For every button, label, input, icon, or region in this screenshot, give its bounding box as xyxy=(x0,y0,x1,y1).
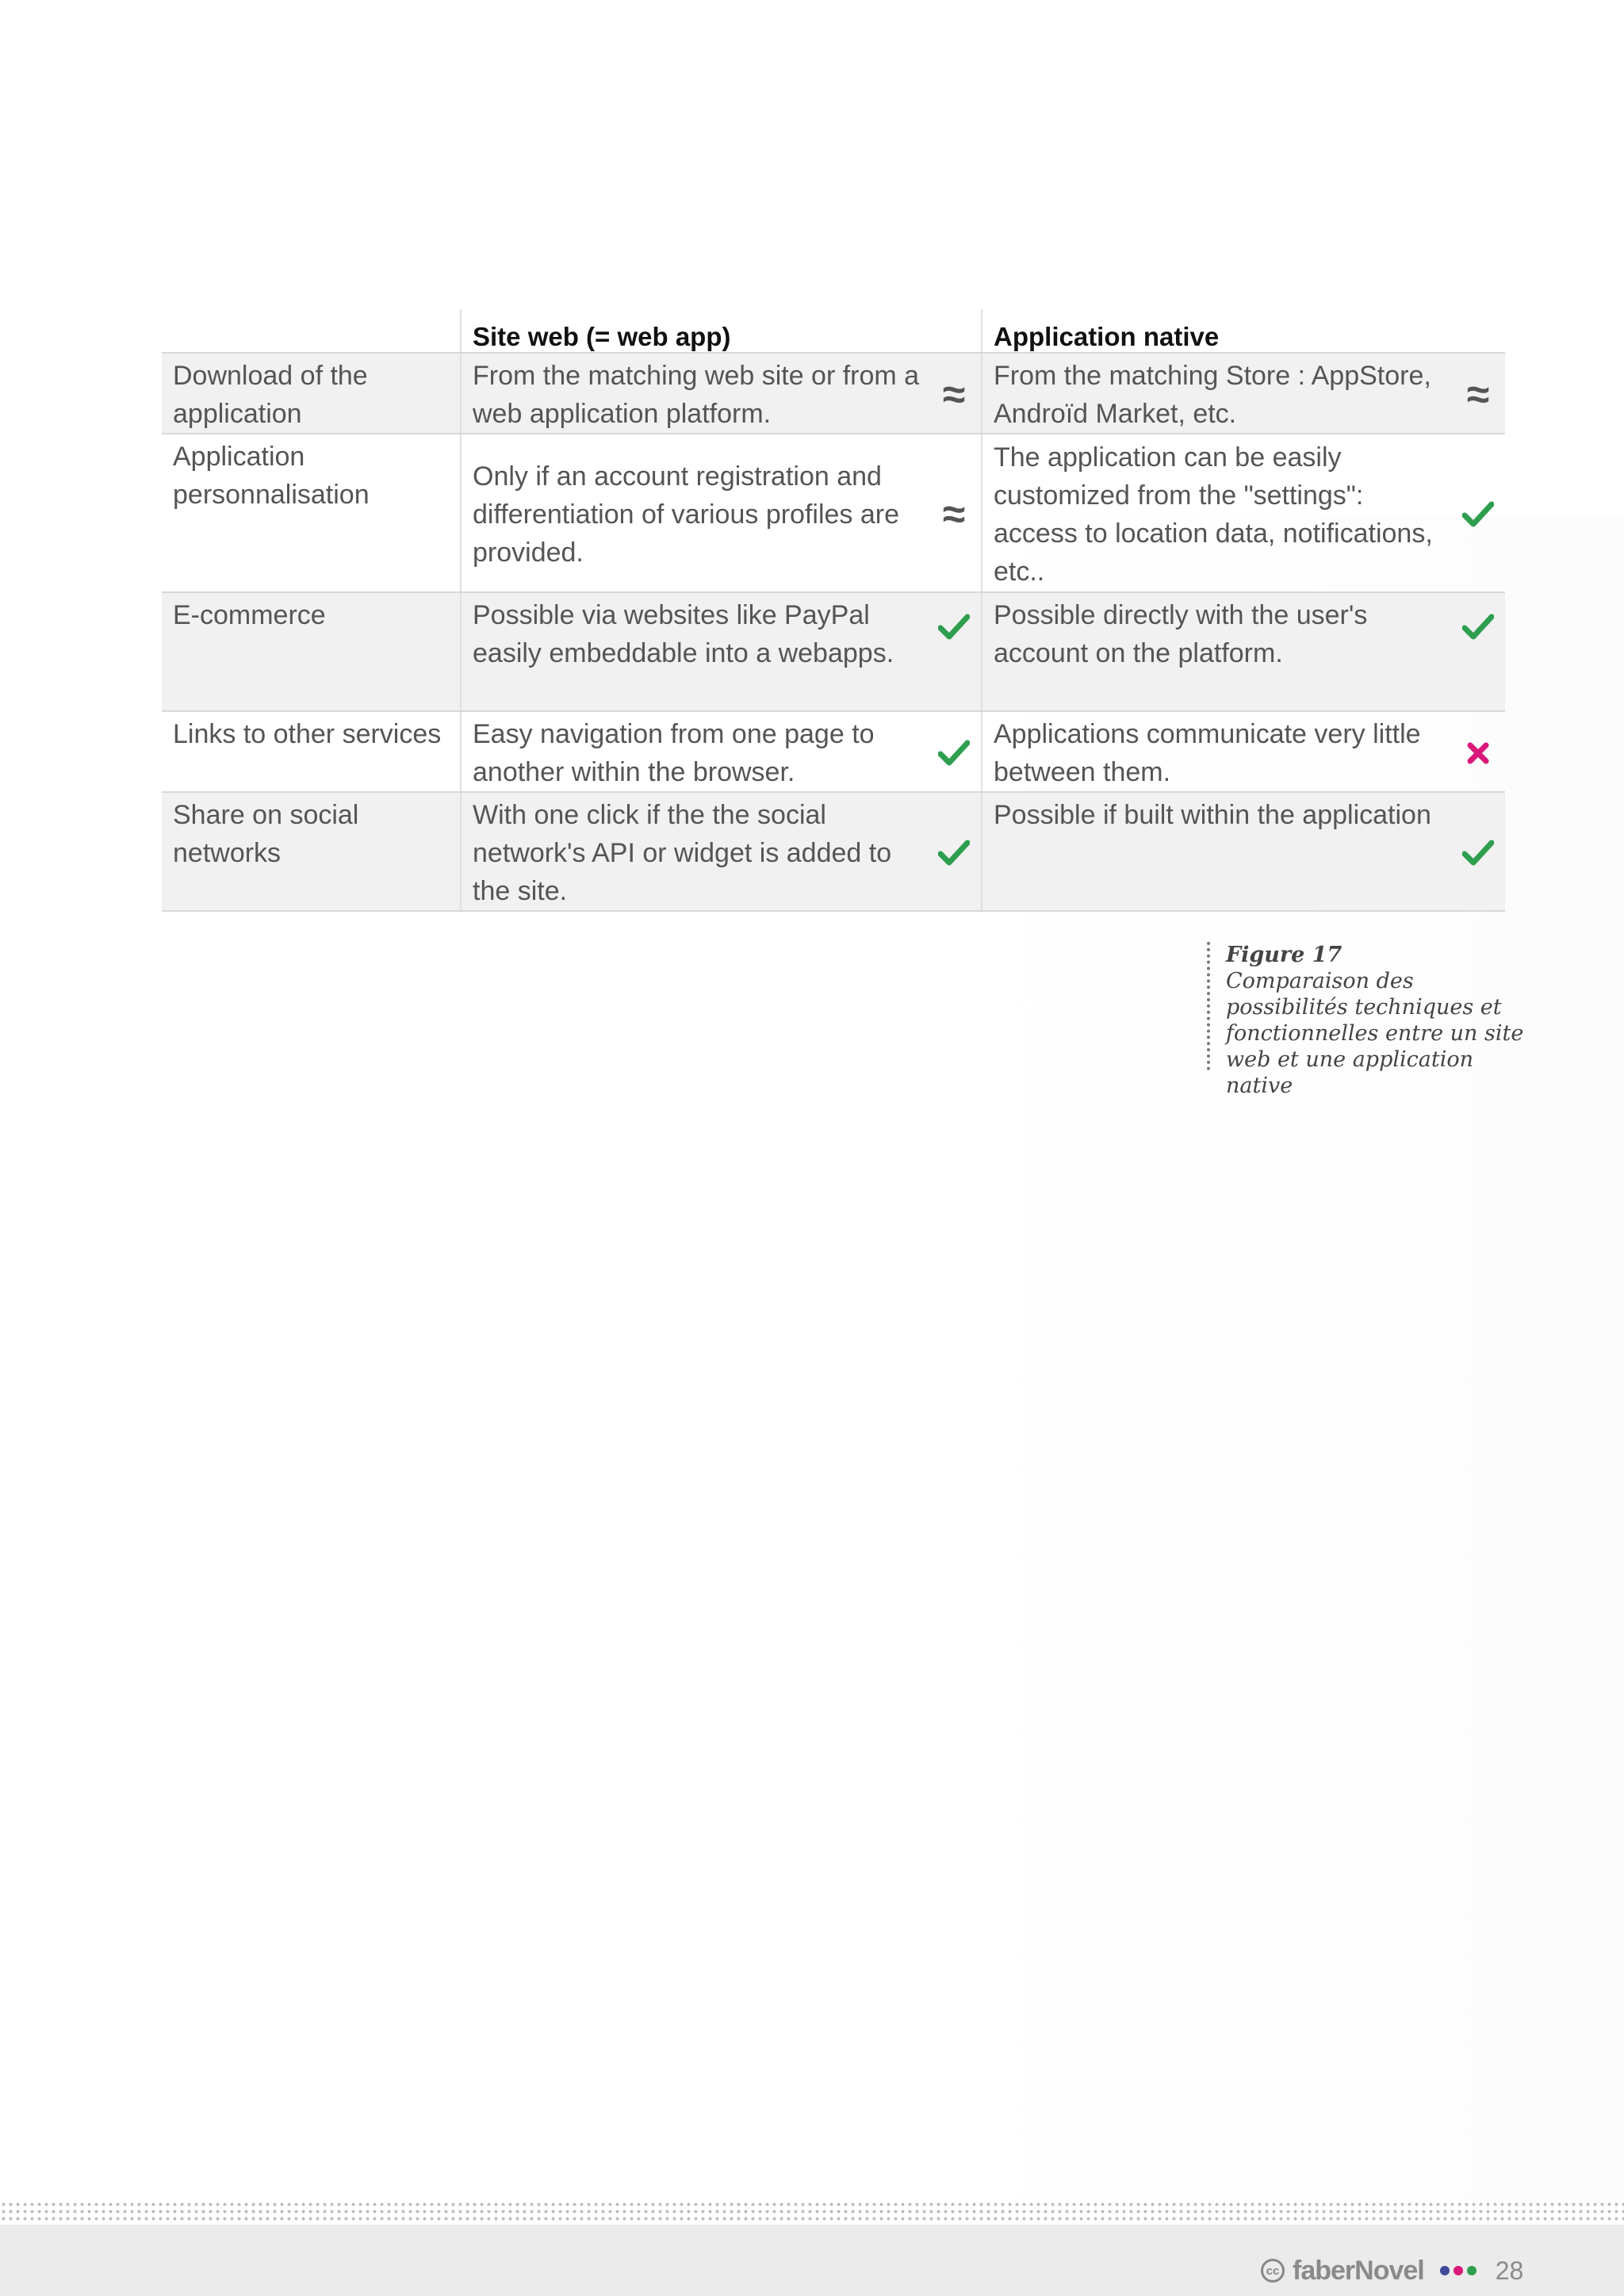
table-row xyxy=(162,592,1505,711)
native-cell xyxy=(982,592,1505,711)
check-icon xyxy=(1462,614,1494,641)
web-text: With one click if the the social network's API or widget is added to the site. xyxy=(473,800,892,906)
native-cell xyxy=(982,353,1505,434)
table-row xyxy=(162,434,1505,592)
native-text: The application can be easily customized from the "settings": access to location data, notifications, etc.. xyxy=(994,442,1433,587)
native-cell xyxy=(982,792,1505,911)
check-icon xyxy=(938,840,970,867)
feature-cell: Share on social networks xyxy=(162,792,461,911)
native-cell xyxy=(982,711,1505,792)
creative-commons-icon: cc xyxy=(1261,2259,1285,2283)
figure-caption xyxy=(1207,942,1527,1098)
web-cell xyxy=(461,353,982,434)
table-header-row xyxy=(162,309,1505,353)
web-text: Only if an account registration and differentiation of various profiles are provided. xyxy=(473,461,900,568)
header-empty xyxy=(162,309,461,353)
native-cell xyxy=(982,434,1505,592)
feature-cell: Application personnalisation xyxy=(162,434,461,592)
web-text: From the matching web site or from a web application platform. xyxy=(473,361,920,429)
footer-brand xyxy=(1261,2253,1523,2288)
header-web: Site web (= web app) xyxy=(461,309,982,353)
web-cell xyxy=(461,592,982,711)
web-cell xyxy=(461,711,982,792)
check-icon xyxy=(1462,501,1494,528)
brand-dot-blue xyxy=(1440,2266,1450,2275)
brand-logo: faberNovel xyxy=(1293,2255,1424,2286)
web-text: Possible via websites like PayPal easily embeddable into a webapps. xyxy=(473,600,894,668)
web-cell xyxy=(461,792,982,911)
table-row xyxy=(162,353,1505,434)
web-cell xyxy=(461,434,982,592)
approx-icon: ≈ xyxy=(942,372,966,418)
web-text: Easy navigation from one page to another within the browser. xyxy=(473,719,875,787)
figure-number: Figure 17 xyxy=(1226,943,1342,967)
table-row xyxy=(162,792,1505,911)
brand-dots xyxy=(1440,2266,1477,2275)
header-native: Application native xyxy=(982,309,1505,353)
feature-cell: E-commerce xyxy=(162,592,461,711)
figure-caption-text: Comparaison des possibilités techniques et fonctionnelles entre un site web et une application native xyxy=(1226,969,1524,1098)
native-text: Applications communicate very little between them. xyxy=(994,719,1421,787)
native-text: Possible directly with the user's account on the platform. xyxy=(994,600,1368,668)
native-text: From the matching Store : AppStore, Androïd Market, etc. xyxy=(994,361,1431,429)
check-icon xyxy=(1462,840,1494,867)
brand-dot-magenta xyxy=(1454,2266,1463,2275)
footer-dotted-band xyxy=(0,2201,1624,2223)
cross-icon xyxy=(1466,741,1490,765)
feature-cell: Download of the application xyxy=(162,353,461,434)
feature-cell: Links to other services xyxy=(162,711,461,792)
page-number: 28 xyxy=(1495,2256,1524,2285)
check-icon xyxy=(938,740,970,767)
brand-dot-green xyxy=(1467,2266,1477,2275)
approx-icon: ≈ xyxy=(942,492,966,538)
comparison-table xyxy=(162,309,1505,912)
table-row xyxy=(162,711,1505,792)
approx-icon: ≈ xyxy=(1466,372,1490,418)
native-text: Possible if built within the application xyxy=(994,800,1431,830)
check-icon xyxy=(938,614,970,641)
